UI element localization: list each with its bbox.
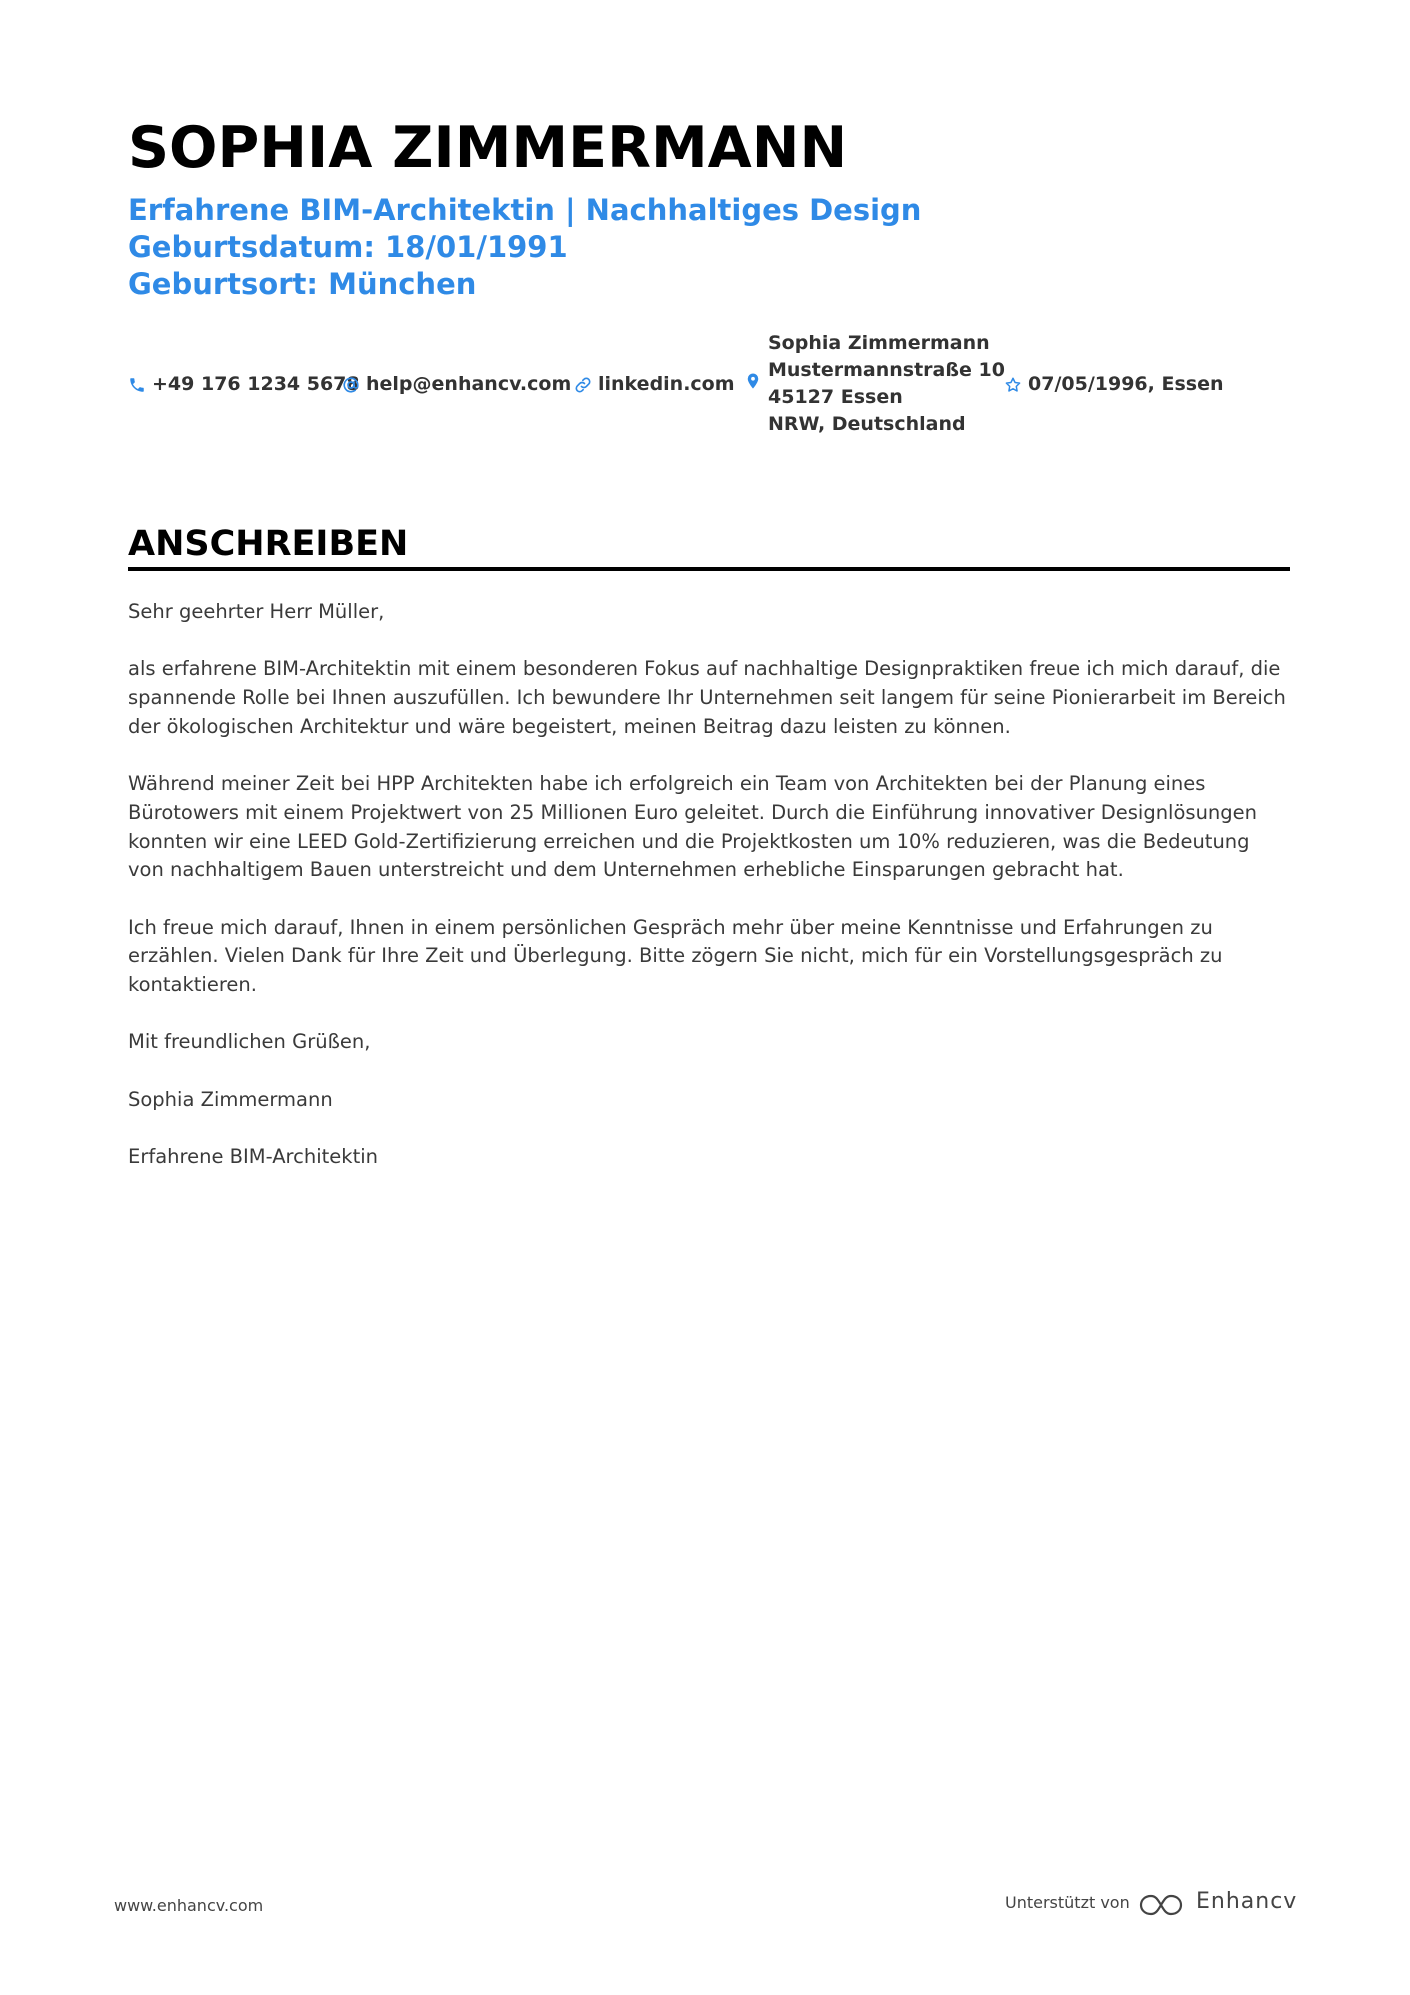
contact-phone-text: +49 176 1234 5678 <box>152 373 360 395</box>
headline-title: Erfahrene BIM-Architektin | Nachhaltiges Design <box>128 193 922 227</box>
footer-brand: Enhancv <box>1196 1889 1298 1914</box>
address-line: Sophia Zimmermann <box>768 332 990 354</box>
headline-birthplace: Geburtsort: München <box>128 267 477 301</box>
phone-icon <box>128 376 146 394</box>
letter-signature-title: Erfahrene BIM-Architektin <box>128 1145 378 1169</box>
at-icon <box>342 376 360 394</box>
letter-salutation: Sehr geehrter Herr Müller, <box>128 600 385 623</box>
section-title: ANSCHREIBEN <box>128 524 409 564</box>
letter-paragraph: Ich freue mich darauf, Ihnen in einem persönlichen Gespräch mehr über meine Kenntnisse und Erfahrungen zu erzählen. Vielen Dank für Ihre Zeit und Überlegung. Bitte zögern Sie nicht, mich für ein Vorstellungsgespräch zu kontaktieren. <box>128 915 1223 997</box>
address-line: NRW, Deutschland <box>768 413 966 435</box>
link-icon <box>574 376 592 394</box>
footer-powered-by: Unterstützt von <box>1005 1893 1130 1912</box>
headline-block <box>128 192 921 303</box>
candidate-name: SOPHIA ZIMMERMANN <box>128 115 848 181</box>
letter-paragraph: Während meiner Zeit bei HPP Architekten habe ich erfolgreich ein Team von Architekten bei der Planung eines Bürotowers mit einem Projektwert von 25 Millionen Euro geleitet. Durch die Einführung innovativer Designlösungen konnten wir eine LEED Gold-Zertifizierung erreichen und die Projektkosten um 10% reduzieren, was die Bedeutung von nachhaltigem Bauen unterstreicht und dem Unternehmen erhebliche Einsparungen gebracht hat. <box>128 772 1258 882</box>
contact-linkedin[interactable] <box>574 371 735 398</box>
star-icon <box>1004 376 1022 394</box>
location-pin-icon <box>744 372 762 390</box>
headline-birthdate: Geburtsdatum: 18/01/1991 <box>128 230 568 264</box>
contact-email-text: help@enhancv.com <box>366 373 572 395</box>
section-divider <box>128 567 1290 571</box>
footer-url[interactable]: www.enhancv.com <box>114 1896 264 1915</box>
contact-birth <box>1004 371 1223 398</box>
letter-closing: Mit freundlichen Grüßen, <box>128 1030 371 1054</box>
address-line: 45127 Essen <box>768 386 903 408</box>
contact-email[interactable] <box>342 371 571 398</box>
contact-phone[interactable] <box>128 371 360 398</box>
letter-body <box>128 598 1290 1201</box>
contact-linkedin-text: linkedin.com <box>598 373 735 395</box>
contact-address <box>768 330 1005 438</box>
letter-signature-name: Sophia Zimmermann <box>128 1087 333 1111</box>
enhancv-logo-icon <box>1138 1892 1184 1918</box>
letter-paragraph: als erfahrene BIM-Architektin mit einem besonderen Fokus auf nachhaltige Designpraktiken freue ich mich darauf, die spannende Rolle bei Ihnen auszufüllen. Ich bewundere Ihr Unternehmen seit langem für seine Pionierarbeit im Bereich der ökologischen Architektur und wäre begeistert, meinen Beitrag dazu leisten zu können. <box>128 657 1286 738</box>
address-line: Mustermannstraße 10 <box>768 359 1005 381</box>
contact-birth-text: 07/05/1996, Essen <box>1028 373 1224 395</box>
